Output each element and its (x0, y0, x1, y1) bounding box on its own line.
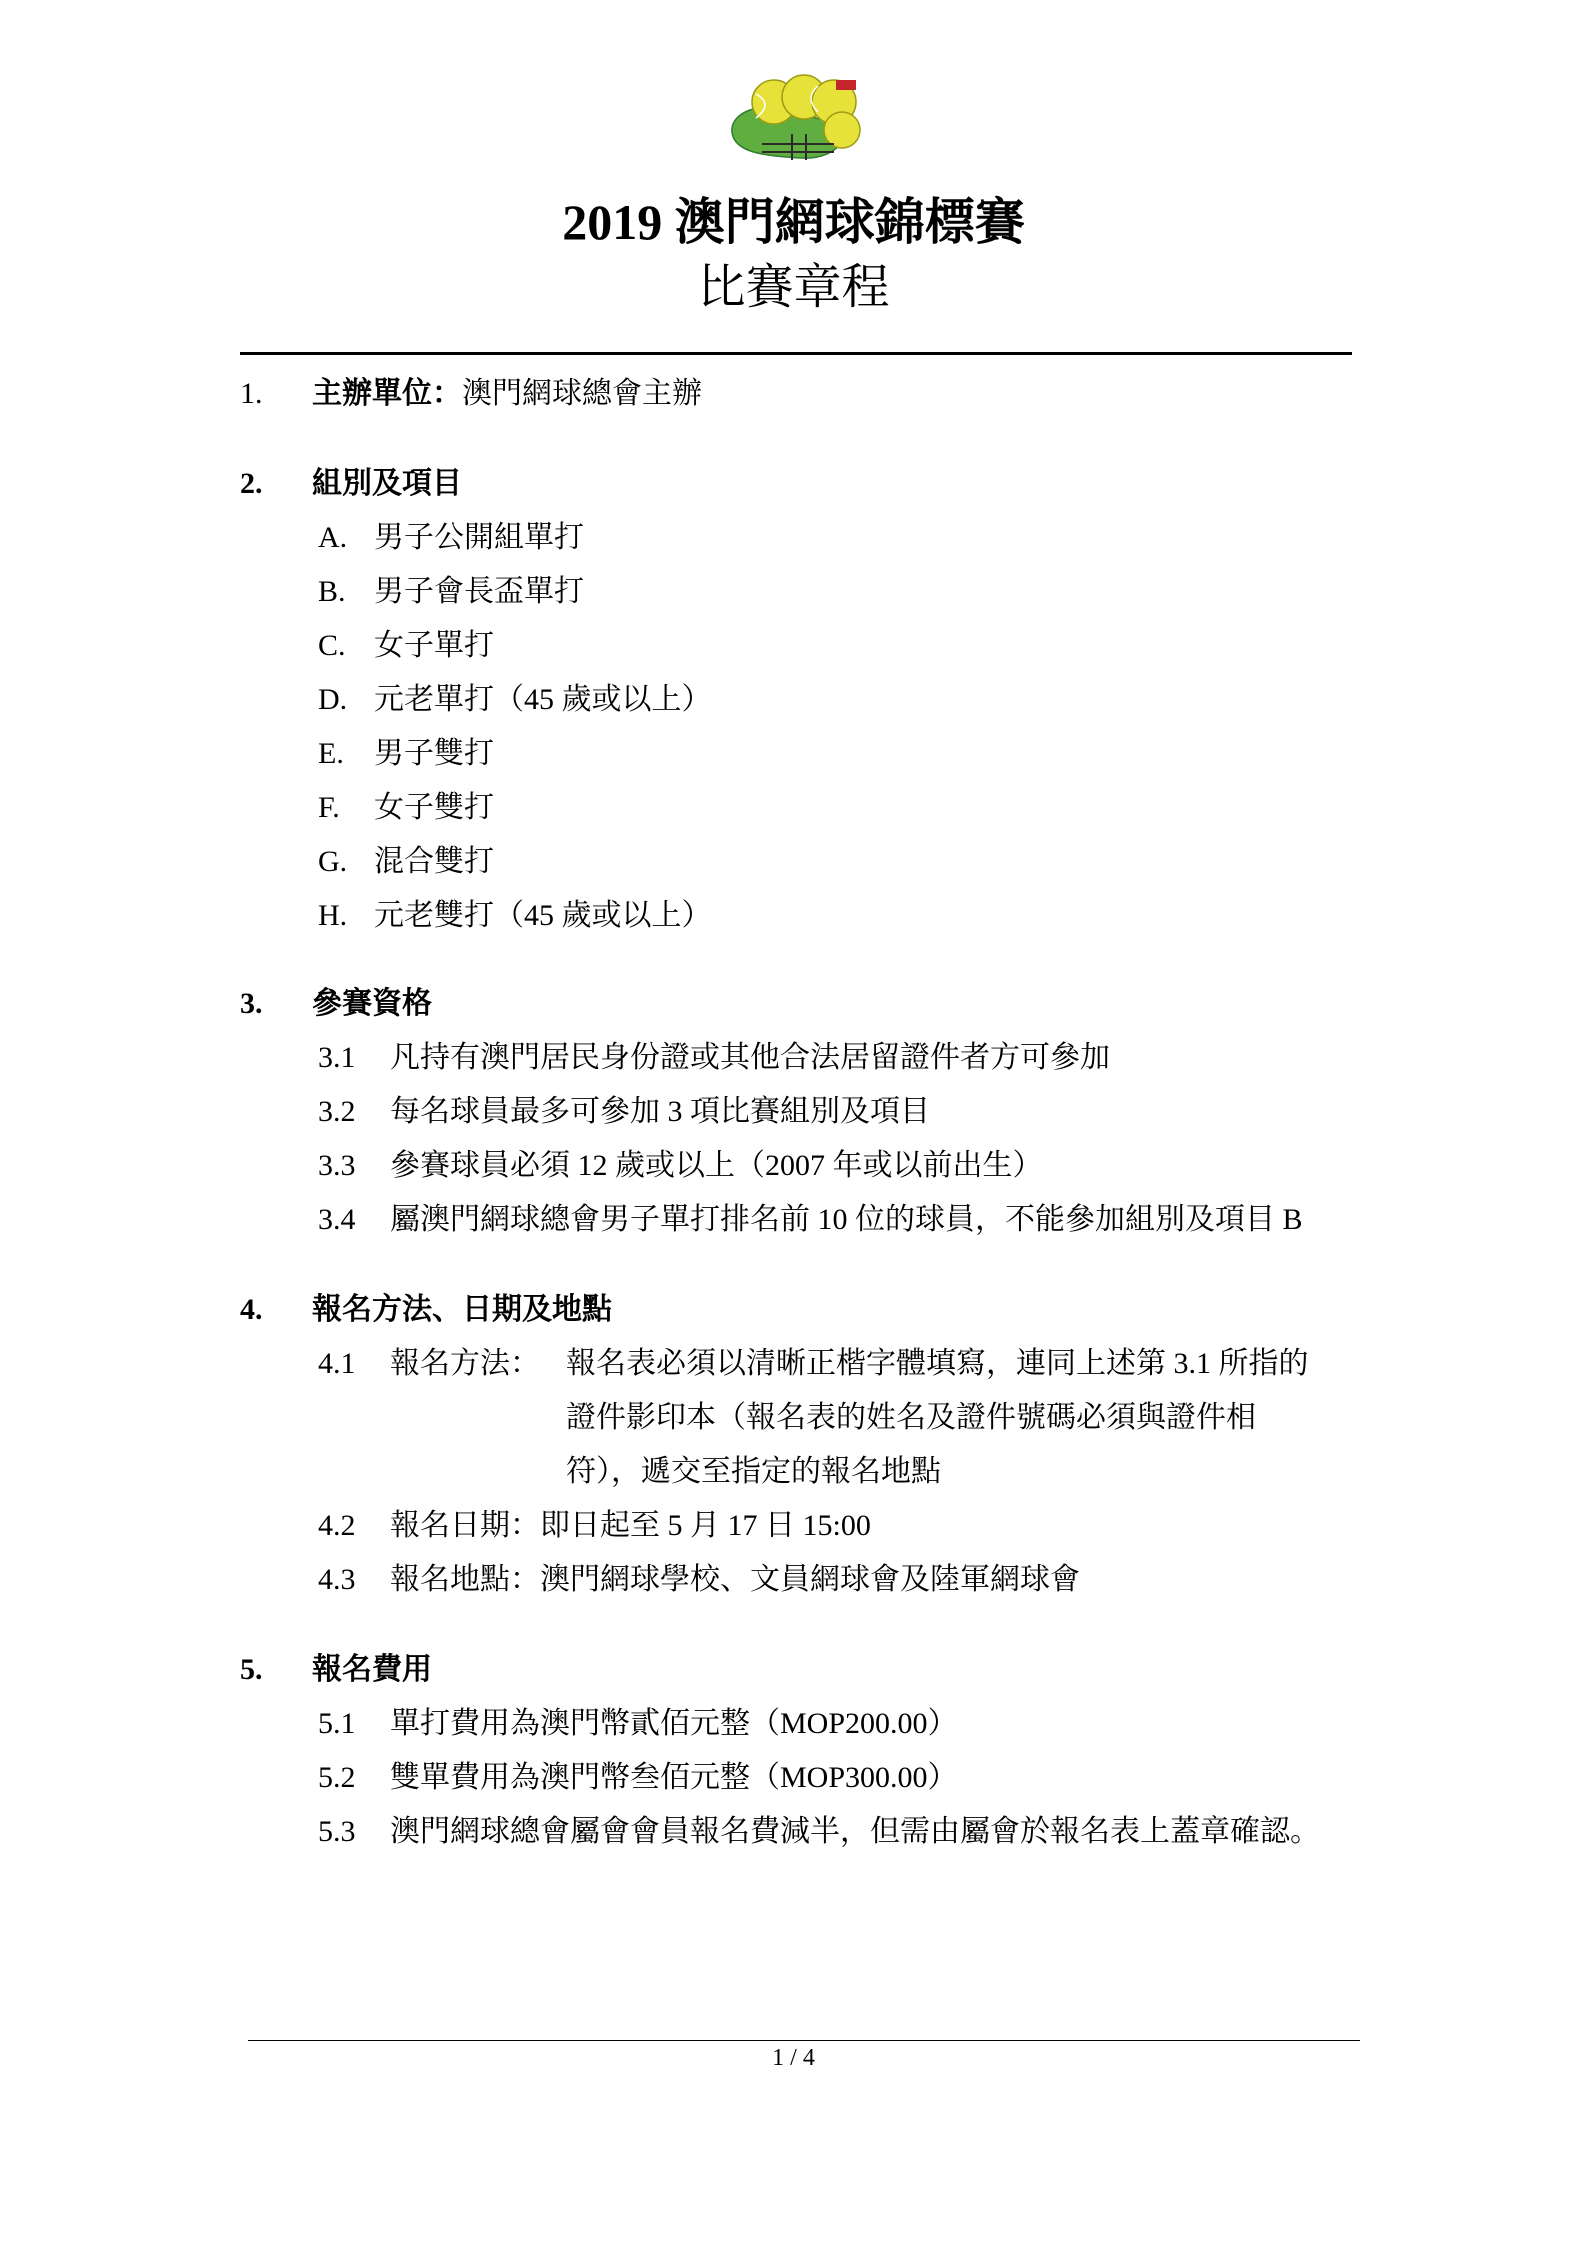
page-number: 1 / 4 (772, 2045, 815, 2071)
organizer-text: 澳門網球總會主辦 (462, 377, 702, 410)
section-number: 4. (240, 1293, 263, 1326)
section-number: 1. (240, 377, 263, 410)
section-number: 5. (240, 1653, 263, 1686)
section-number: 3. (240, 987, 263, 1020)
footer-divider (248, 2040, 1360, 2041)
section-number: 2. (240, 467, 263, 500)
section-heading: 報名費用 (312, 1653, 432, 1686)
document-title: 2019 澳門網球錦標賽 (562, 194, 1025, 250)
section-heading: 組別及項目 (312, 467, 462, 500)
item-key: 報名方法： (390, 1347, 540, 1380)
title-divider (240, 352, 1352, 355)
document-subtitle: 比賽章程 (697, 261, 890, 314)
section-heading: 參賽資格 (312, 987, 432, 1020)
section-heading: 報名方法、日期及地點 (312, 1293, 612, 1326)
item-line: 符），遞交至指定的報名地點 (566, 1455, 941, 1488)
item-line: 證件影印本（報名表的姓名及證件號碼必須與證件相 (566, 1401, 1256, 1434)
section-heading: 主辦單位： (312, 377, 462, 410)
association-logo (722, 72, 882, 162)
item-line: 報名表必須以清晰正楷字體填寫，連同上述第 3.1 所指的 (566, 1347, 1309, 1380)
